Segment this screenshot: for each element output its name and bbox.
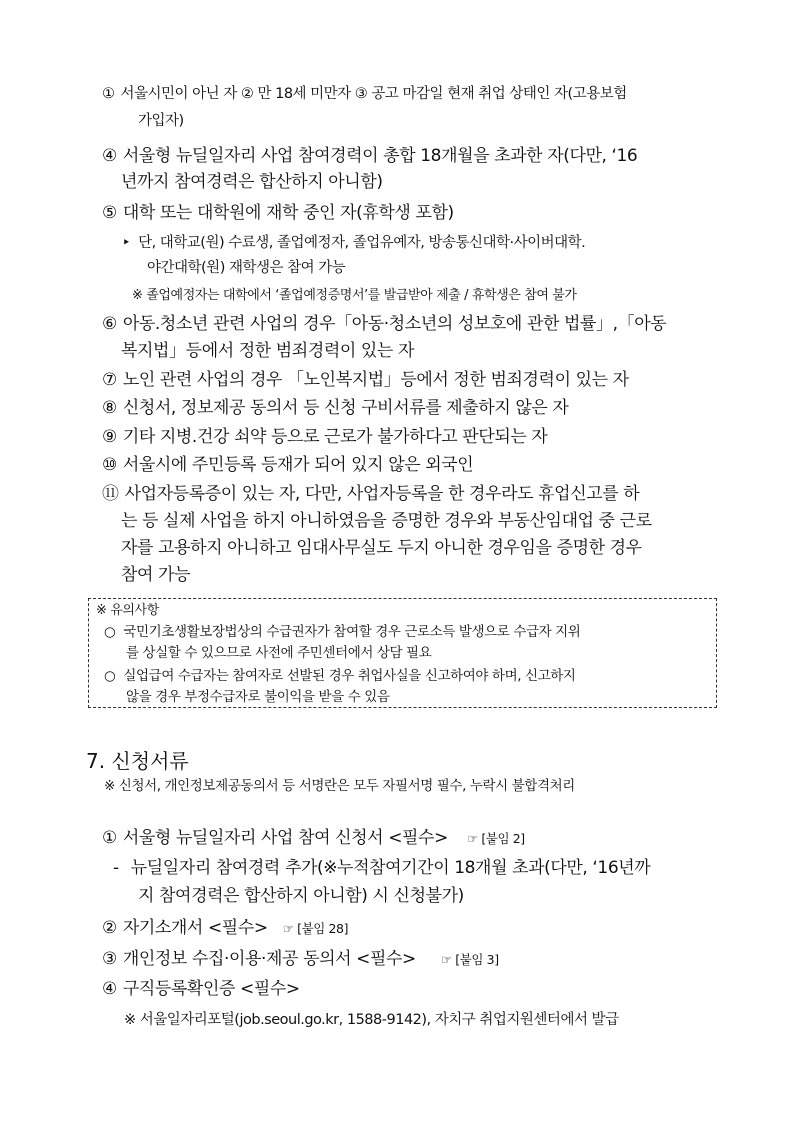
item-text: 사업자등록증이 있는 자, 다만, 사업자등록을 한 경우라도 휴업신고를 하 bbox=[124, 484, 640, 504]
item-5-sub-continuation: 야간대학(원) 재학생은 참여 가능 bbox=[147, 260, 346, 276]
item-number: ① bbox=[102, 828, 117, 848]
item-6 bbox=[102, 314, 666, 334]
attachment-ref: ☞ [붙임 28] bbox=[282, 921, 349, 936]
notice-text: 실업급여 수급자는 참여자로 선발된 경우 취업사실을 신고하여야 하며, 신고하지 bbox=[123, 668, 576, 684]
document-2 bbox=[102, 918, 348, 938]
bullet-marker: ‣ bbox=[122, 235, 131, 251]
item-number: ① bbox=[102, 86, 115, 102]
attachment-ref: ☞ [붙임 2] bbox=[466, 831, 525, 846]
item-11-line-4: 참여 가능 bbox=[121, 565, 191, 585]
document-4-note: ※ 서울일자리포털(job.seoul.go.kr, 1588-9142), 자치구 취업지원센터에서 발급 bbox=[124, 1012, 619, 1028]
item-10 bbox=[102, 455, 473, 475]
item-text: 대학 또는 대학원에 재학 중인 자(휴학생 포함) bbox=[122, 203, 454, 223]
section-note: ※ 신청서, 개인정보제공동의서 등 서명란은 모두 자필서명 필수, 누락시 불합격처리 bbox=[104, 778, 575, 794]
item-5-note: ※ 졸업예정자는 대학에서 ‘졸업예정증명서’를 발급받아 제출 / 휴학생은 참여 불가 bbox=[132, 288, 577, 303]
item-number: ⑧ bbox=[102, 398, 117, 418]
attachment-ref: ☞ [붙임 3] bbox=[440, 952, 499, 967]
item-text: 기타 지병.건강 쇠약 등으로 근로가 불가하다고 판단되는 자 bbox=[122, 427, 548, 447]
section-title: 7. 신청서류 bbox=[86, 749, 189, 773]
item-number: ③ bbox=[102, 949, 117, 969]
item-number: ⑨ bbox=[102, 427, 117, 447]
sub-text: 뉴딜일자리 참여경력 추가(※누적참여기간이 18개월 초과(다만, ‘16년까 bbox=[130, 858, 651, 878]
item-1-continuation: 가입자) bbox=[138, 113, 184, 129]
notice-item-1 bbox=[104, 624, 580, 640]
item-4-continuation: 년까지 참여경력은 합산하지 아니함) bbox=[121, 172, 383, 192]
item-5 bbox=[102, 203, 454, 223]
document-3 bbox=[102, 949, 499, 969]
item-text: 신청서, 정보제공 동의서 등 신청 구비서류를 제출하지 않은 자 bbox=[122, 398, 569, 418]
item-text: 단, 대학교(원) 수료생, 졸업예정자, 졸업유예자, 방송통신대학·사이버대학. bbox=[138, 235, 586, 251]
item-text: 노인 관련 사업의 경우 「노인복지법」등에서 정한 범죄경력이 있는 자 bbox=[122, 370, 629, 390]
item-text: 아동.청소년 관련 사업의 경우「아동·청소년의 성보호에 관한 법률」,「아동 bbox=[122, 314, 667, 334]
notice-title: ※ 유의사항 bbox=[96, 603, 159, 618]
document-1-sub-continuation: 지 참여경력은 합산하지 아니함) 시 신청불가) bbox=[138, 886, 464, 906]
item-5-sub bbox=[122, 235, 585, 252]
item-6-continuation: 복지법」등에서 정한 범죄경력이 있는 자 bbox=[121, 341, 414, 361]
notice-item-2 bbox=[104, 668, 576, 684]
item-text: 서울시민이 아닌 자 ② 만 18세 미만자 ③ 공고 마감일 현재 취업 상태인 자(고용보험 bbox=[120, 86, 627, 102]
item-8 bbox=[102, 398, 568, 418]
item-number: ⑦ bbox=[102, 370, 117, 390]
document-name: 자기소개서 <필수> bbox=[122, 918, 268, 938]
item-text: 서울시에 주민등록 등재가 되어 있지 않은 외국인 bbox=[122, 455, 474, 475]
item-number: ④ bbox=[102, 146, 117, 166]
item-11 bbox=[102, 484, 639, 504]
dash-marker: - bbox=[113, 858, 119, 878]
item-text: 서울형 뉴딜일자리 사업 참여경력이 총합 18개월을 초과한 자(다만, ‘16 bbox=[122, 146, 638, 166]
document-1-sub bbox=[113, 858, 650, 878]
document-4 bbox=[102, 979, 300, 999]
item-11-line-2: 는 등 실제 사업을 하지 아니하였음을 증명한 경우와 부동산임대업 중 근로 bbox=[121, 511, 652, 531]
item-number: ⑤ bbox=[102, 203, 117, 223]
notice-item-2-continuation: 않을 경우 부정수급자로 불이익을 받을 수 있음 bbox=[126, 689, 390, 705]
item-number: ⑥ bbox=[102, 314, 117, 334]
item-4 bbox=[102, 146, 637, 166]
item-9 bbox=[102, 427, 547, 447]
notice-item-1-continuation: 를 상실할 수 있으므로 사전에 주민센터에서 상담 필요 bbox=[126, 645, 432, 661]
item-number: ⑩ bbox=[102, 455, 117, 475]
item-number: ② bbox=[102, 918, 117, 938]
document-name: 구직등록확인증 <필수> bbox=[122, 979, 300, 999]
item-7 bbox=[102, 370, 629, 390]
notice-text: 국민기초생활보장법상의 수급권자가 참여할 경우 근로소득 발생으로 수급자 지위 bbox=[123, 624, 581, 640]
document-name: 서울형 뉴딜일자리 사업 참여 신청서 <필수> bbox=[122, 828, 448, 848]
document-1 bbox=[102, 828, 525, 848]
circle-marker: ○ bbox=[104, 624, 116, 640]
item-1 bbox=[102, 86, 627, 103]
item-11-line-3: 자를 고용하지 아니하고 임대사무실도 두지 아니한 경우임을 증명한 경우 bbox=[121, 538, 642, 558]
circle-marker: ○ bbox=[104, 668, 116, 684]
document-name: 개인정보 수집·이용·제공 동의서 <필수> bbox=[122, 949, 416, 969]
item-number: ⑪ bbox=[102, 484, 119, 504]
item-number: ④ bbox=[102, 979, 117, 999]
